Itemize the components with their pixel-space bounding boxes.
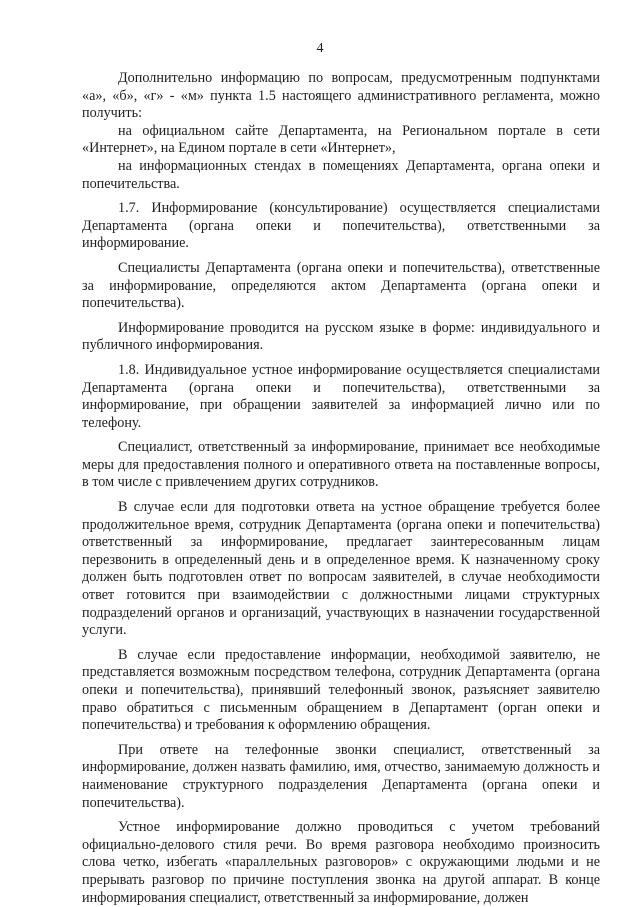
paragraph-phone-answer: При ответе на телефонные звонки специалист, ответственный за информирование, должен назвать фамилию, имя, отчество, занимаемую должность и наименование структурного подразделения Департамента (органа опеки и попечительства). <box>82 741 600 811</box>
paragraph-additional-info: Дополнительно информацию по вопросам, предусмотренным подпунктами «а», «б», «г» - «м» пункта 1.5 настоящего административного регламента, можно получить: <box>82 70 600 122</box>
page-number: 4 <box>316 41 324 56</box>
paragraph-specialist-measures: Специалист, ответственный за информирование, принимает все необходимые меры для предоставления полного и оперативного ответа на поставленные вопросы, в том числе с привлечением других сотрудников. <box>82 439 600 491</box>
paragraph-official-site: на официальном сайте Департамента, на Региональном портале в сети «Интернет», на Едином портале в сети «Интернет», <box>82 122 600 157</box>
paragraph-language: Информирование проводится на русском языке в форме: индивидуального и публичного информирования. <box>82 319 600 354</box>
paragraph-oral-style: Устное информирование должно проводиться с учетом требований официально-делового стиля речи. Во время разговора необходимо произносить слова четко, избегать «параллельных разговоров» с окружающими людьми и не прерывать разговор по причине поступления звонка на другой аппарат. В конце информирования специалист, ответственный за информирование, должен <box>82 819 600 906</box>
paragraph-1-7: 1.7. Информирование (консультирование) осуществляется специалистами Департамента (органа опеки и попечительства), ответственными за информирование. <box>82 200 600 252</box>
paragraph-longer-time: В случае если для подготовки ответа на устное обращение требуется более продолжительное время, сотрудник Департамента (органа опеки и попечительства) ответственный за информирование, предлагает заинтересованным лицам перезвонить в определенный день и в определенное время. К назначенному сроку должен быть подготовлен ответ по вопросам заявителей, в случае необходимости ответ готовится при взаимодействии с должностными лицами структурных подразделений органов и организаций, участвующих в назначении государственной услуги. <box>82 499 600 639</box>
document-body <box>82 70 600 907</box>
paragraph-1-8: 1.8. Индивидуальное устное информирование осуществляется специалистами Департамента (органа опеки и попечительства), ответственными за информирование, при обращении заявителей за информацией лично или по телефону. <box>82 361 600 431</box>
paragraph-info-stands: на информационных стендах в помещениях Департамента, органа опеки и попечительства. <box>82 157 600 192</box>
paragraph-phone-impossible: В случае если предоставление информации, необходимой заявителю, не представляется возможным посредством телефона, сотрудник Департамента (органа опеки и попечительства), принявший телефонный звонок, разъясняет заявителю право обратиться с письменным обращением в Департамент (орган опеки и попечительства) и требования к оформлению обращения. <box>82 646 600 734</box>
paragraph-specialists: Специалисты Департамента (органа опеки и попечительства), ответственные за информирование, определяются актом Департамента (органа опеки и попечительства). <box>82 259 600 312</box>
